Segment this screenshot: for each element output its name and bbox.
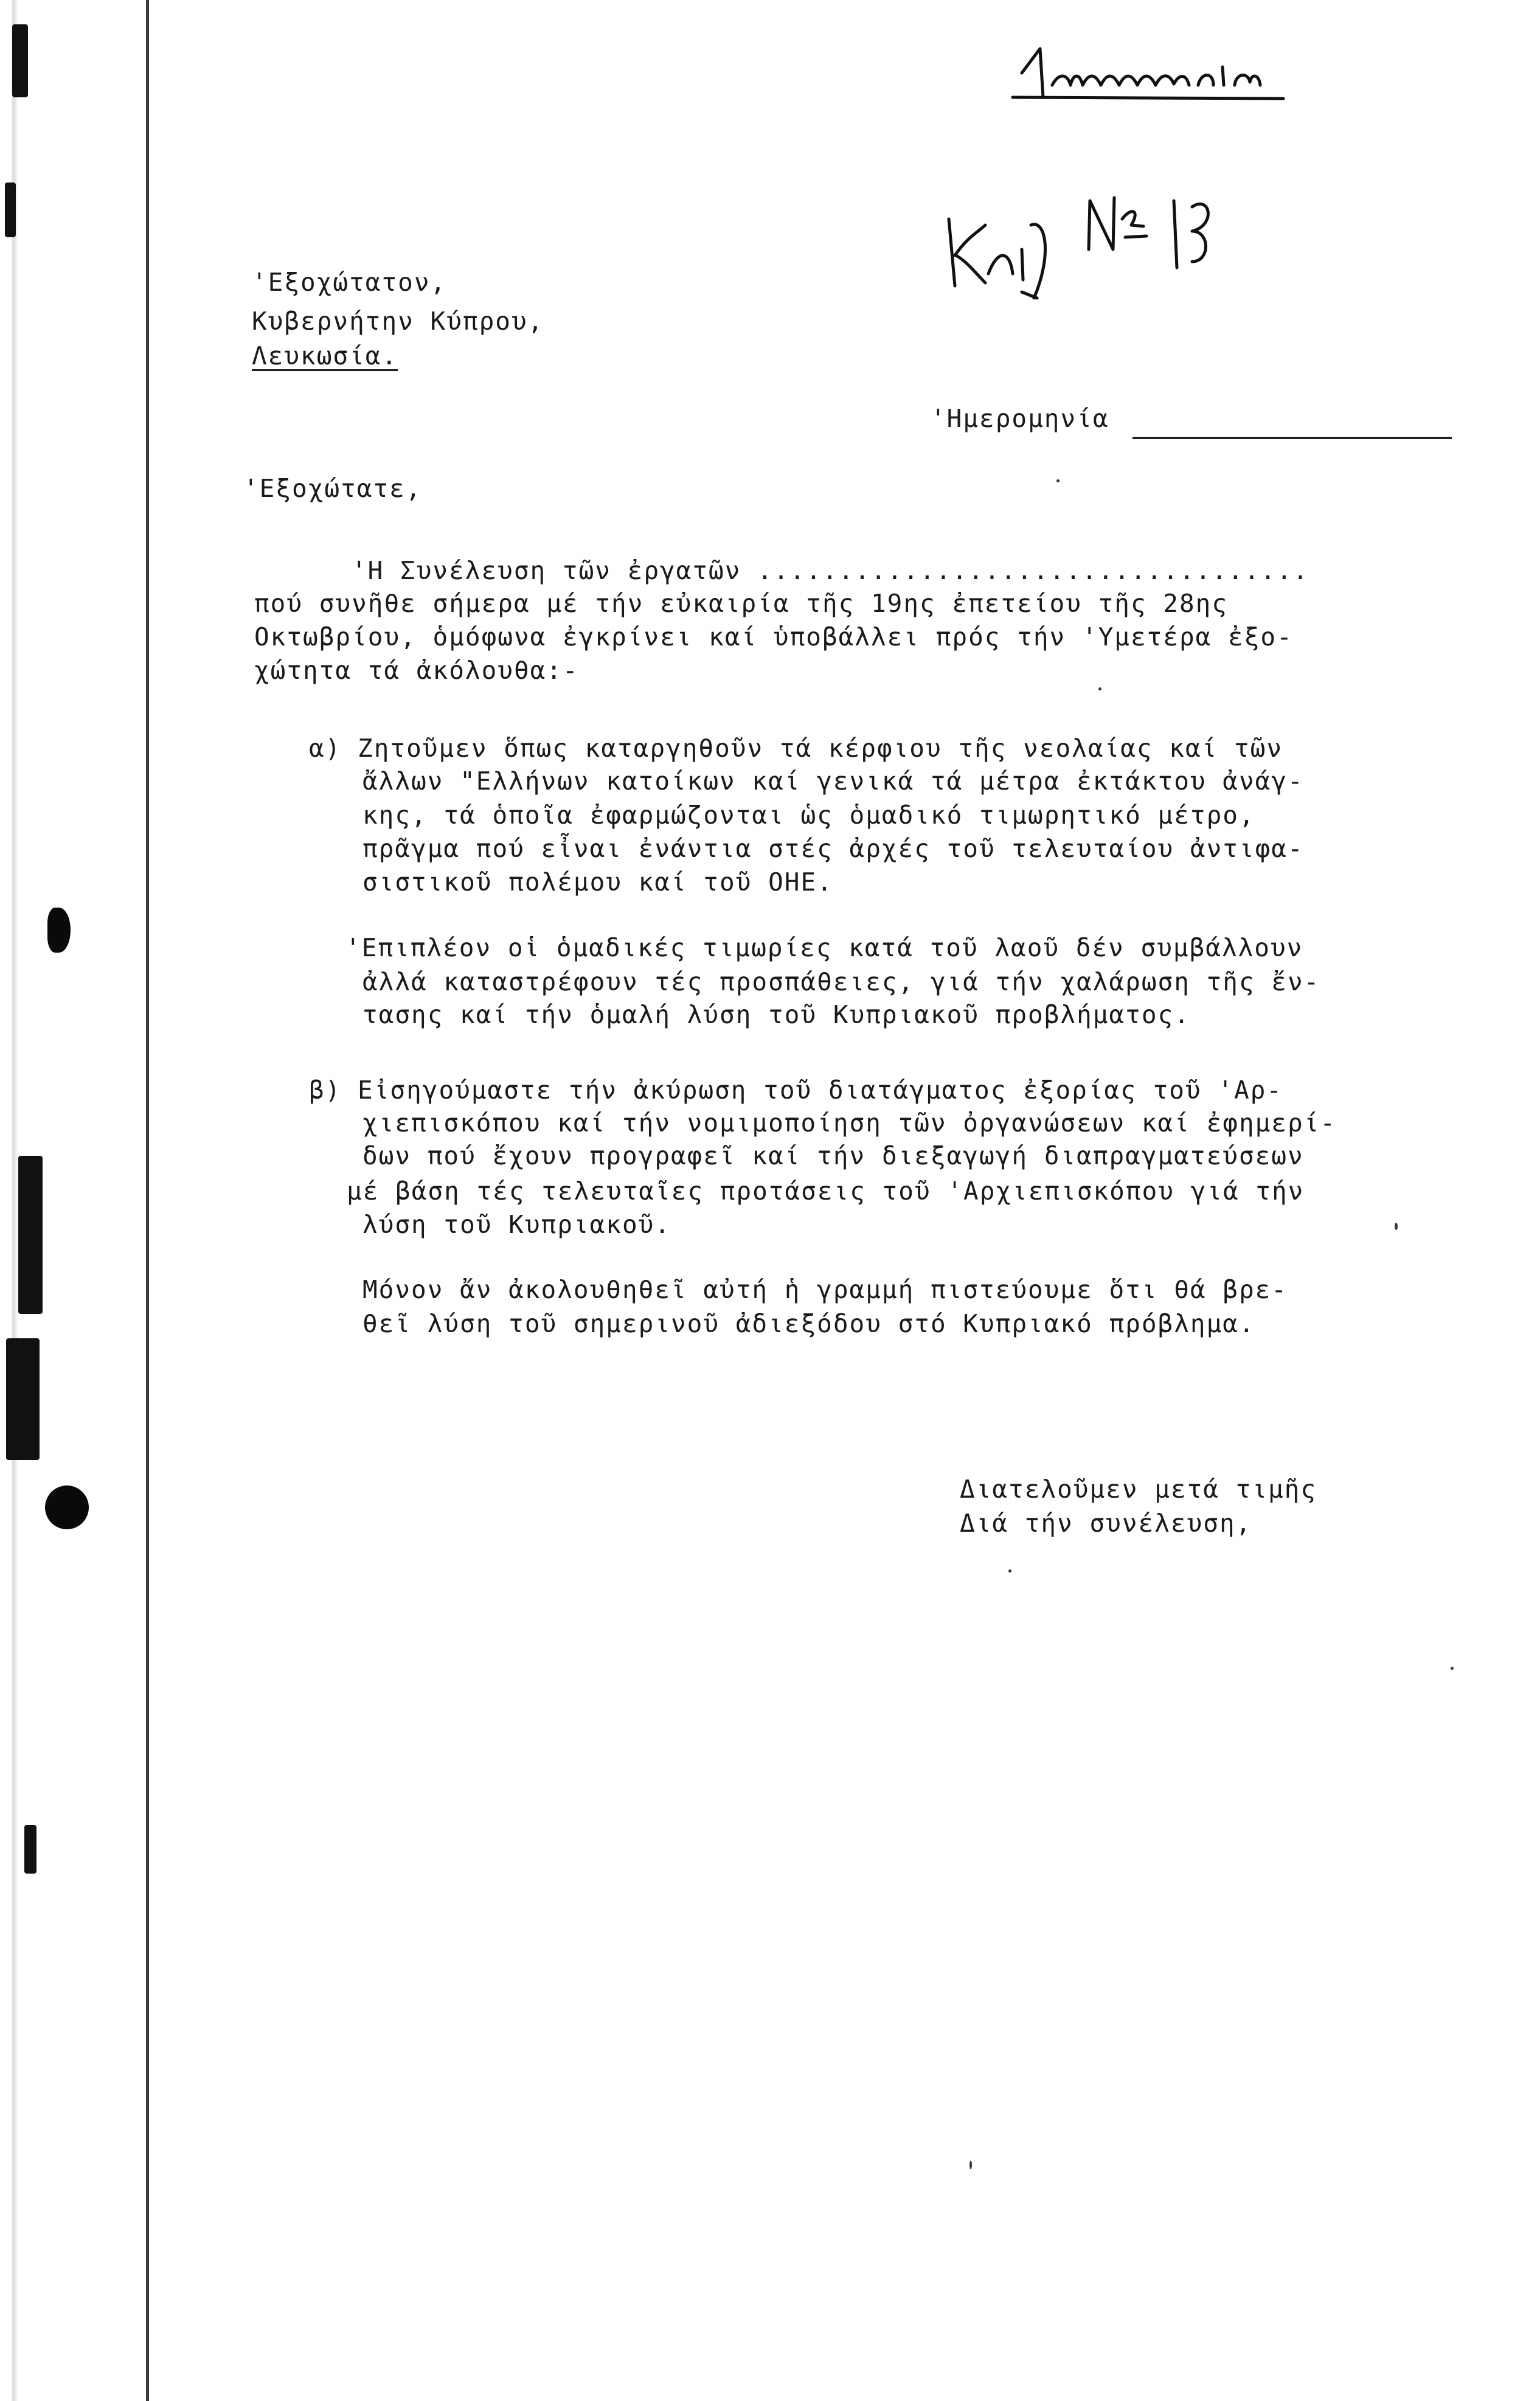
handwritten-file-number — [931, 182, 1247, 307]
recipient-title: 'Εξοχώτατον, — [252, 268, 447, 297]
punch-hole — [47, 908, 71, 953]
salutation: 'Εξοχώτατε, — [243, 474, 422, 503]
scan-speck — [1395, 1223, 1398, 1230]
closing-signature-line: Διά τήν συνέλευση, — [960, 1509, 1252, 1538]
margin-line — [146, 0, 149, 2401]
conclusion-line: Μόνον ἄν ἀκολουθηθεῖ αὐτή ἡ γραμμή πιστεύουμε ὅτι θά βρε- — [362, 1275, 1288, 1304]
intro-line: χώτητα τά ἀκόλουθα:- — [254, 656, 579, 685]
point-b-line: λύση τοῦ Κυπριακοῦ. — [362, 1210, 671, 1239]
point-a-line: α) Ζητοῦμεν ὅπως καταργηθοῦν τά κέρφιου τῆς νεολαίας καί τῶν — [309, 734, 1283, 763]
intro-line: πού συνῆθε σήμερα μέ τήν εὐκαιρία τῆς 19ης ἐπετείου τῆς 28ης — [254, 589, 1229, 618]
scan-edge-mark — [24, 1825, 36, 1874]
scan-edge — [0, 0, 97, 2401]
conclusion-line: θεῖ λύση τοῦ σημερινοῦ ἀδιεξόδου στό Κυπριακό πρόβλημα. — [362, 1309, 1255, 1338]
scan-edge-mark — [6, 1338, 40, 1460]
scan-edge-mark — [12, 24, 28, 97]
point-a-line: ἄλλων "Ελλήνων κατοίκων καί γενικά τά μέτρα ἐκτάκτου ἀνάγ- — [362, 766, 1304, 796]
recipient-city: Λευκωσία. — [252, 341, 398, 370]
intro-line: 'Η Συνέλευση τῶν ἐργατῶν .................................. — [352, 556, 1309, 585]
recipient-name: Κυβερνήτην Κύπρου, — [252, 307, 544, 336]
point-a-line: κης, τά ὁποῖα ἐφαρμώζονται ὡς ὁμαδικό τιμωρητικό μέτρο, — [362, 801, 1255, 830]
intro-line: Οκτωβρίου, ὁμόφωνα ἐγκρίνει καί ὑποβάλλει πρός τήν 'Υμετέρα ἐξο- — [254, 622, 1293, 652]
point-b-line: β) Εἰσηγούμαστε τήν ἀκύρωση τοῦ διατάγματος ἐξορίας τοῦ 'Αρ- — [309, 1075, 1283, 1105]
point-b-line: μέ βάση τές τελευταῖες προτάσεις τοῦ 'Αρχιεπισκόπου γιά τήν — [347, 1176, 1305, 1206]
handwritten-location-note — [1010, 30, 1289, 112]
scan-speck — [1056, 479, 1060, 482]
point-a-line: πρᾶγμα πού εἶναι ἐνάντια στές ἀρχές τοῦ τελευταίου ἀντιφα- — [362, 834, 1304, 863]
scan-speck — [1451, 1667, 1454, 1670]
point-b-line: δων πού ἔχουν προγραφεῖ καί τήν διεξαγωγή διαπραγματεύσεων — [362, 1141, 1304, 1170]
scan-speck — [1098, 687, 1101, 690]
scan-edge-mark — [5, 182, 16, 237]
point-a-extra-line: 'Επιπλέον οἱ ὁμαδικές τιμωρίες κατά τοῦ λαοῦ δέν συμβάλλουν — [345, 933, 1303, 962]
closing-line: Διατελοῦμεν μετά τιμῆς — [960, 1475, 1317, 1504]
point-b-line: χιεπισκόπου καί τήν νομιμοποίηση τῶν ὀργανώσεων καί ἐφημερί- — [362, 1108, 1337, 1138]
date-blank-line — [1132, 437, 1452, 439]
scan-edge-mark — [18, 1156, 43, 1314]
point-a-line: σιστικοῦ πολέμου καί τοῦ ΟΗΕ. — [362, 867, 833, 897]
scan-speck — [1008, 1569, 1011, 1572]
point-a-extra-line: τασης καί τήν ὁμαλή λύση τοῦ Κυπριακοῦ προβλήματος. — [362, 1000, 1190, 1029]
date-label: 'Ημερομηνία — [931, 404, 1109, 433]
scan-speck — [969, 2161, 972, 2169]
punch-hole — [45, 1485, 89, 1529]
point-a-extra-line: ἀλλά καταστρέφουν τές προσπάθειες, γιά τήν χαλάρωση τῆς ἔν- — [362, 967, 1320, 996]
